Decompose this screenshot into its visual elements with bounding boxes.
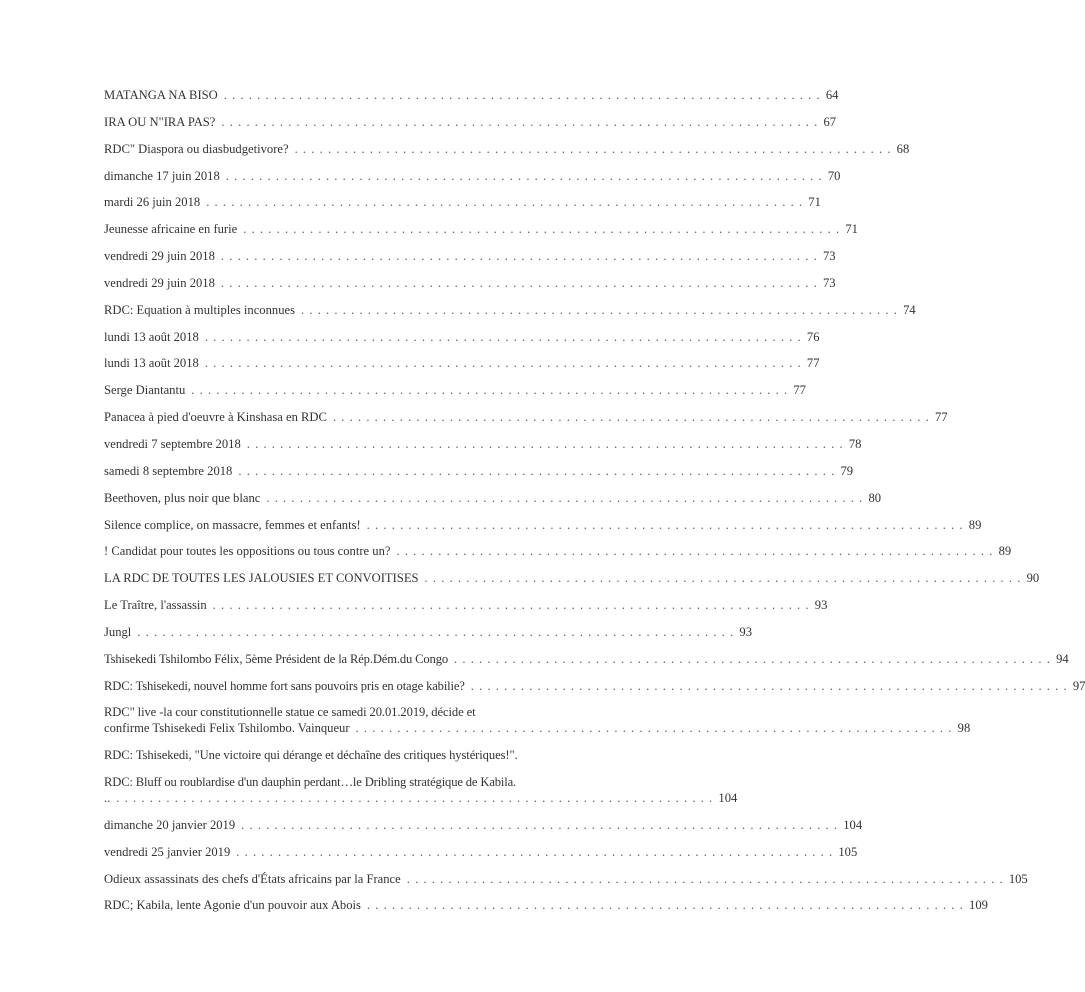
toc-entry <box>104 597 828 613</box>
toc-entry-page: 77 <box>935 410 948 425</box>
toc-entry-title: mardi 26 juin 2018 <box>104 195 201 210</box>
toc-entry <box>104 871 1028 887</box>
toc-entry-page: 97 <box>1072 678 1085 693</box>
toc-entry <box>104 844 858 860</box>
toc-entry <box>104 678 1085 694</box>
toc-entry <box>104 382 806 398</box>
dot-leader: ........................................................................ <box>294 141 896 156</box>
toc-entry <box>104 817 863 833</box>
toc-entry-title: ! Candidat pour toutes les oppositions ou tous contre un? <box>104 544 391 559</box>
toc-entry-title: RDC; Kabila, lente Agonie d'un pouvoir aux Abois <box>104 898 361 913</box>
dot-leader: ........................................................................ <box>470 678 1072 693</box>
dot-leader: ........................................................................ <box>366 517 968 532</box>
toc-entry-page: 93 <box>739 624 752 639</box>
toc-entry-page: 77 <box>806 356 820 371</box>
toc-entry-title: Beethoven, plus noir que blanc <box>104 490 261 505</box>
toc-entry-title: LA RDC DE TOUTES LES JALOUSIES ET CONVOITISES <box>104 571 419 586</box>
toc-entry-page: 73 <box>822 249 836 264</box>
dot-leader: ........................................................................ <box>220 249 822 264</box>
toc-entry <box>104 87 839 103</box>
toc-entry-title: Jeunesse africaine en furie <box>104 222 238 237</box>
toc-entry-page: 70 <box>827 168 841 183</box>
dot-leader: ........................................................................ <box>424 571 1026 586</box>
dot-leader: ........................................................................ <box>266 490 868 505</box>
dot-leader: ........................................................................ <box>236 844 838 859</box>
toc-entry-page: 89 <box>998 544 1012 559</box>
dot-leader: ........................................................................ <box>220 275 822 290</box>
toc-entry-page: 71 <box>808 195 821 210</box>
toc-entry-page: 105 <box>838 844 858 859</box>
toc-entry <box>104 651 1069 667</box>
toc-entry <box>104 221 858 237</box>
toc-entry-page: 78 <box>848 436 862 451</box>
toc-entry-page: 79 <box>840 463 854 478</box>
toc-entry <box>104 570 1040 586</box>
toc-entry <box>104 704 971 736</box>
toc-entry-title: MATANGA NA BISO <box>104 88 218 102</box>
dot-leader: ........................................................................ <box>137 624 739 639</box>
toc-entry-title: vendredi 29 juin 2018 <box>104 249 215 264</box>
toc-entry <box>104 168 841 184</box>
toc-entry-page: 104 <box>843 817 863 832</box>
toc-entry-page: 104 <box>718 791 738 806</box>
dot-leader: ........................................................................ <box>221 114 823 129</box>
toc-entry <box>104 355 820 371</box>
toc-entry-title: vendredi 25 janvier 2019 <box>104 844 231 859</box>
dot-leader: ........................................................................ <box>238 463 840 478</box>
toc-entry <box>104 409 948 425</box>
dot-leader: ........................................................................ <box>366 898 969 913</box>
toc-entry-title-line2: confirme Tshisekedi Felix Tshilombo. Vainqueur <box>104 721 350 736</box>
toc-entry-title: vendredi 7 septembre 2018 <box>104 436 241 451</box>
toc-entry-title: Tshisekedi Tshilombo Félix, 5ème Président de la Rép.Dém.du Congo <box>104 651 448 666</box>
dot-leader: ........................................................................ <box>243 222 845 237</box>
toc-entry <box>104 897 988 913</box>
toc-entry-title: Silence complice, on massacre, femmes et enfants! <box>104 517 361 532</box>
toc-entry <box>104 543 1012 559</box>
toc-entry <box>104 194 821 210</box>
toc-entry-page: 89 <box>968 517 982 532</box>
toc-entry <box>104 624 752 640</box>
toc-entry-page: 71 <box>845 222 858 237</box>
toc-entry <box>104 436 862 452</box>
dot-leader: ........................................................................ <box>332 410 935 425</box>
table-of-contents <box>104 87 1085 924</box>
toc-entry <box>104 302 916 318</box>
dot-leader: ........................................................................ <box>355 721 957 736</box>
dot-leader: ........................................................................ <box>204 356 806 371</box>
toc-entry <box>104 490 882 506</box>
toc-entry <box>104 329 820 345</box>
toc-entry-line2 <box>104 790 738 806</box>
toc-entry-title: dimanche 17 juin 2018 <box>104 168 220 183</box>
dot-leader: ........................................................................ <box>206 195 808 210</box>
toc-entry-line2 <box>104 720 971 736</box>
dot-leader: ........................................................................ <box>204 329 806 344</box>
toc-entry-page: 80 <box>868 490 882 505</box>
toc-entry-title: lundi 13 août 2018 <box>104 356 199 371</box>
toc-entry-title: Panacea à pied d'oeuvre à Kinshasa en RDC <box>104 410 327 425</box>
toc-entry <box>104 114 837 130</box>
toc-entry <box>104 747 605 763</box>
toc-entry-title: Jungl <box>104 624 132 639</box>
dot-leader: ........................................................................ <box>396 544 998 559</box>
toc-entry-page: 98 <box>957 721 971 736</box>
toc-entry-title: samedi 8 septembre 2018 <box>104 463 233 478</box>
dot-leader: ........................................................................ <box>406 871 1008 886</box>
toc-entry-page: 105 <box>1008 871 1028 886</box>
toc-entry-title: dimanche 20 janvier 2019 <box>104 817 236 832</box>
toc-entry-page: 76 <box>806 329 820 344</box>
toc-entry-page: 67 <box>823 114 837 129</box>
dot-leader: ........................................................................ <box>116 791 718 806</box>
dot-leader: ........................................................................ <box>212 598 814 613</box>
toc-entry <box>104 248 836 264</box>
toc-entry-title: Serge Diantantu <box>104 383 186 398</box>
toc-entry-page: 74 <box>903 302 916 317</box>
toc-entry-title: vendredi 29 juin 2018 <box>104 275 215 290</box>
toc-entry-title: RDC" Diaspora ou diasbudgetivore? <box>104 141 289 156</box>
toc-entry-title: lundi 13 août 2018 <box>104 329 199 344</box>
toc-entry-page: 77 <box>793 383 806 398</box>
toc-entry-page: 68 <box>896 141 910 156</box>
toc-entry <box>104 517 982 533</box>
toc-entry <box>104 463 854 479</box>
toc-entry-title: RDC: Tshisekedi, nouvel homme fort sans pouvoirs pris en otage kabilie? <box>104 678 465 693</box>
toc-entry-title: RDC: Bluff ou roublardise d'un dauphin perdant…le Dribling stratégique de Kabila. <box>104 775 517 790</box>
toc-entry-page: 93 <box>814 598 828 613</box>
toc-entry-title: Odieux assassinats des chefs d'États africains par la France <box>104 871 401 886</box>
toc-entry-title-line1: RDC" live -la cour constitutionnelle statue ce samedi 20.01.2019, décide et <box>104 705 476 720</box>
toc-entry-title: Le Traître, l'assassin <box>104 598 207 613</box>
toc-entry <box>104 141 910 157</box>
toc-entry-page: 64 <box>825 88 839 102</box>
toc-entry-page: 94 <box>1056 651 1069 666</box>
toc-entry <box>104 774 738 806</box>
dot-leader: ........................................................................ <box>225 168 827 183</box>
dot-leader: ........................................................................ <box>454 651 1056 666</box>
toc-entry <box>104 275 836 291</box>
dot-leader: ........................................................................ <box>301 302 903 317</box>
dot-leader: ........................................................................ <box>246 436 848 451</box>
toc-entry-title-tail: .. <box>104 791 111 806</box>
toc-entry-title: RDC: Equation à multiples inconnues <box>104 302 295 317</box>
toc-entry-page: 109 <box>969 898 988 913</box>
dot-leader: ........................................................................ <box>241 817 843 832</box>
toc-entry-page: 73 <box>822 275 836 290</box>
dot-leader: ........................................................................ <box>191 383 793 398</box>
toc-entry-title: RDC: Tshisekedi, "Une victoire qui dérange et déchaîne des critiques hystériques!". <box>104 748 518 763</box>
toc-entry-page: 90 <box>1026 571 1040 586</box>
dot-leader: ........................................................................ <box>223 88 825 102</box>
toc-entry-title: IRA OU N"IRA PAS? <box>104 114 216 129</box>
